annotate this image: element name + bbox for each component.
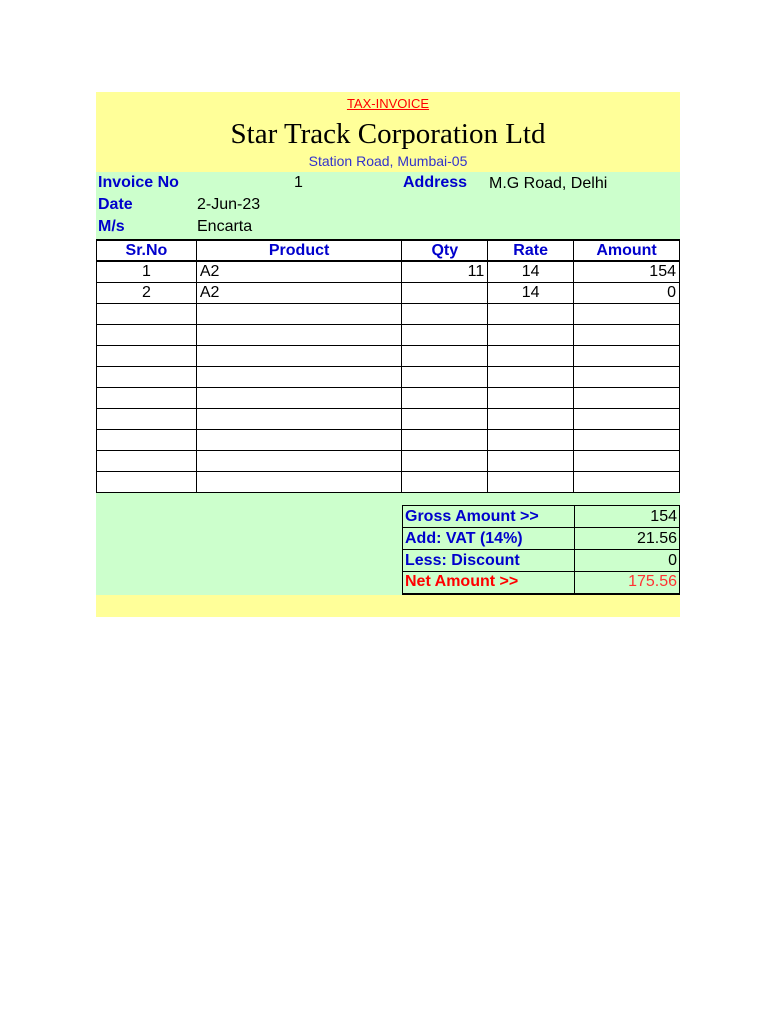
amount-cell [574, 387, 680, 408]
table-row [97, 303, 680, 324]
product-cell [196, 471, 402, 492]
company-name: Star Track Corporation Ltd [230, 118, 546, 150]
product-cell [196, 429, 402, 450]
col-product: Product [196, 240, 402, 261]
srno-cell [97, 345, 197, 366]
company-address: Station Road, Mumbai-05 [308, 153, 468, 169]
table-row [97, 366, 680, 387]
product-cell: A2 [196, 261, 402, 282]
srno-cell [97, 303, 197, 324]
rate-cell [488, 303, 574, 324]
ms-label: M/s [98, 218, 125, 235]
col-amount: Amount [574, 240, 680, 261]
items-body [97, 261, 680, 492]
table-row [97, 429, 680, 450]
discount-label: Less: Discount [403, 550, 575, 572]
product-cell [196, 450, 402, 471]
table-row [97, 324, 680, 345]
address-value: M.G Road, Delhi [489, 175, 608, 192]
vat-row [403, 528, 680, 550]
gross-amount-row [403, 506, 680, 528]
amount-cell [574, 303, 680, 324]
srno-cell [97, 366, 197, 387]
invoice-sheet [96, 92, 680, 617]
product-cell: A2 [196, 282, 402, 303]
col-rate: Rate [488, 240, 574, 261]
totals-body [403, 506, 680, 594]
table-row [97, 471, 680, 492]
table-row [97, 408, 680, 429]
invoice-no-value: 1 [294, 174, 303, 191]
totals-table [402, 505, 680, 595]
qty-cell [402, 324, 488, 345]
srno-cell [97, 387, 197, 408]
table-row [97, 345, 680, 366]
amount-cell [574, 366, 680, 387]
table-row [97, 261, 680, 282]
rate-cell [488, 387, 574, 408]
amount-cell [574, 429, 680, 450]
col-srno: Sr.No [97, 240, 197, 261]
invoice-no-label: Invoice No [98, 174, 179, 191]
product-cell [196, 345, 402, 366]
qty-cell [402, 303, 488, 324]
product-cell [196, 303, 402, 324]
qty-cell [402, 429, 488, 450]
invoice-header [96, 92, 680, 172]
invoice-footer-band [96, 595, 680, 617]
net-amount-value: 175.56 [574, 572, 679, 594]
rate-cell [488, 408, 574, 429]
discount-value: 0 [574, 550, 679, 572]
table-row [97, 387, 680, 408]
amount-cell: 0 [574, 282, 680, 303]
amount-cell [574, 324, 680, 345]
srno-cell [97, 429, 197, 450]
amount-cell [574, 450, 680, 471]
rate-cell: 14 [488, 282, 574, 303]
rate-cell [488, 450, 574, 471]
table-row [97, 282, 680, 303]
amount-cell [574, 408, 680, 429]
qty-cell: 11 [402, 261, 488, 282]
qty-cell [402, 387, 488, 408]
rate-cell [488, 366, 574, 387]
qty-cell [402, 282, 488, 303]
qty-cell [402, 450, 488, 471]
gross-amount-value: 154 [574, 506, 679, 528]
product-cell [196, 408, 402, 429]
srno-cell [97, 450, 197, 471]
srno-cell: 1 [97, 261, 197, 282]
rate-cell [488, 345, 574, 366]
rate-cell [488, 429, 574, 450]
product-cell [196, 324, 402, 345]
srno-cell [97, 324, 197, 345]
srno-cell [97, 408, 197, 429]
date-label: Date [98, 196, 133, 213]
net-amount-label: Net Amount >> [403, 572, 575, 594]
discount-row [403, 550, 680, 572]
gross-amount-label: Gross Amount >> [403, 506, 575, 528]
amount-cell: 154 [574, 261, 680, 282]
col-qty: Qty [402, 240, 488, 261]
rate-cell: 14 [488, 261, 574, 282]
table-row [97, 450, 680, 471]
qty-cell [402, 366, 488, 387]
date-value: 2-Jun-23 [197, 196, 261, 213]
amount-cell [574, 471, 680, 492]
srno-cell: 2 [97, 282, 197, 303]
amount-cell [574, 345, 680, 366]
items-table [96, 239, 680, 493]
items-header-row [97, 240, 680, 261]
vat-value: 21.56 [574, 528, 679, 550]
net-amount-row [403, 572, 680, 594]
vat-label: Add: VAT (14%) [403, 528, 575, 550]
product-cell [196, 366, 402, 387]
srno-cell [97, 471, 197, 492]
ms-value: Encarta [197, 218, 253, 235]
tax-invoice-label: TAX-INVOICE [346, 96, 430, 111]
qty-cell [402, 345, 488, 366]
rate-cell [488, 471, 574, 492]
rate-cell [488, 324, 574, 345]
product-cell [196, 387, 402, 408]
qty-cell [402, 408, 488, 429]
qty-cell [402, 471, 488, 492]
address-label: Address [403, 174, 468, 191]
